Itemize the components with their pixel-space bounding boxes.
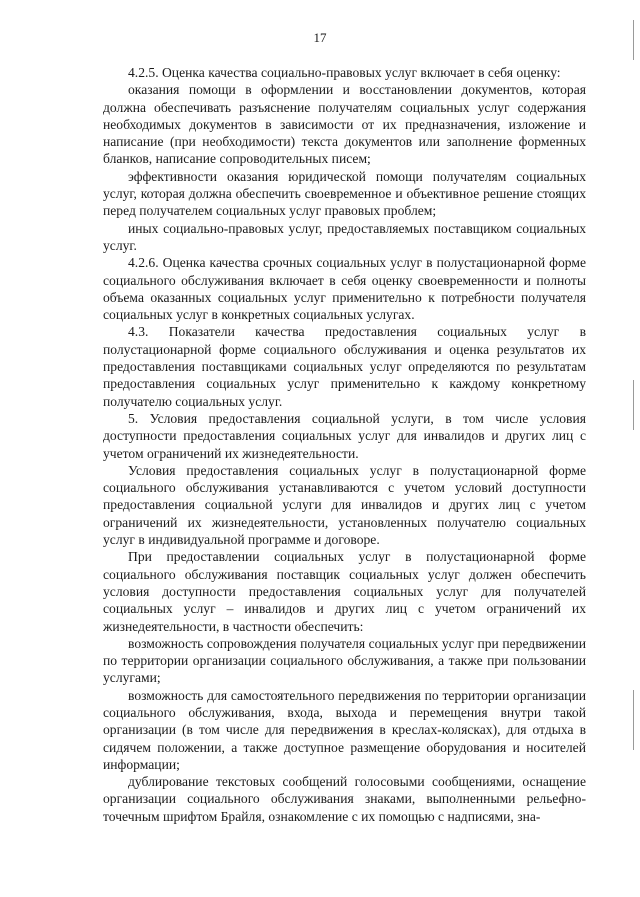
- paragraph-legal-aid: эффективности оказания юридической помощи получателям социальных услуг, которая должна обеспечить своевременное и объективное решение стоящих перед получателем социальных услуг правовых проблем;: [103, 168, 586, 219]
- scan-edge-mark-top: [633, 20, 634, 60]
- body-text: [103, 64, 586, 825]
- scan-edge-mark-middle: [633, 380, 634, 430]
- paragraph-movement: возможность для самостоятельного передвижения по территории организации социального обслуживания, входа, выхода и перемещения внутри такой организации (в том числе для передвижения в креслах-колясках), для отдыха в сидячем положении, а также доступное размещение оборудования и носителей информации;: [103, 687, 586, 772]
- paragraph-conditions: Условия предоставления социальных услуг в полустационарной форме социального обслуживания устанавливаются с учетом условий доступности предоставления социальной услуги для инвалидов и других лиц с учетом ограничений их жизнедеятельности, установленных получателю социальных услуг в индивидуальной программе и договоре.: [103, 462, 586, 548]
- scan-edge-mark-bottom: [633, 690, 634, 750]
- paragraph-4-2-6: 4.2.6. Оценка качества срочных социальных услуг в полустационарной форме социального обслуживания включает в себя оценку своевременности и полноты объема оказанных социальных услуг применительно к потребности получателя социальных услуг в конкретных социальных услугах.: [103, 255, 586, 323]
- paragraph-5: 5. Условия предоставления социальной услуги, в том числе условия доступности предоставления социальных услуг для инвалидов и других лиц с учетом ограничений их жизнедеятельности.: [103, 410, 586, 461]
- page-number: 17: [313, 30, 327, 45]
- paragraph-escort: возможность сопровождения получателя социальных услуг при передвижении по территории организации социального обслуживания, а также при пользовании услугами;: [103, 635, 586, 686]
- paragraph-accessibility: При предоставлении социальных услуг в полустационарной форме социального обслуживания поставщик социальных услуг должен обеспечить условия доступности предоставления социальных услуг для получателей социальных услуг – инвалидов и других лиц с учетом ограничений их жизнедеятельности, в частности обеспечить:: [103, 549, 586, 634]
- paragraph-documents-help: оказания помощи в оформлении и восстановлении документов, которая должна обеспечивать разъяснение получателям социальных услуг содержания необходимых документов в зависимости от их предназначения, изложение и написание (при необходимости) текста документов или заполнение форменных бланков, написание сопроводительных писем;: [103, 82, 586, 167]
- paragraph-4-3: 4.3. Показатели качества предоставления социальных услуг в полустационарной форме социального обслуживания и оценка результатов их предоставления поставщиками социальных услуг определяются по результатам предоставления социальных услуг применительно к каждому конкретному получателю социальных услуг.: [103, 324, 586, 409]
- paragraph-duplication: дублирование текстовых сообщений голосовыми сообщениями, оснащение организации социального обслуживания знаками, выполненными рельефно-точечным шрифтом Брайля, ознакомление с их помощью с надписями, зна-: [103, 774, 586, 824]
- paragraph-4-2-5: 4.2.5. Оценка качества социально-правовых услуг включает в себя оценку:: [128, 65, 561, 80]
- paragraph-other-legal: иных социально-правовых услуг, предоставляемых поставщиком социальных услуг.: [103, 220, 586, 253]
